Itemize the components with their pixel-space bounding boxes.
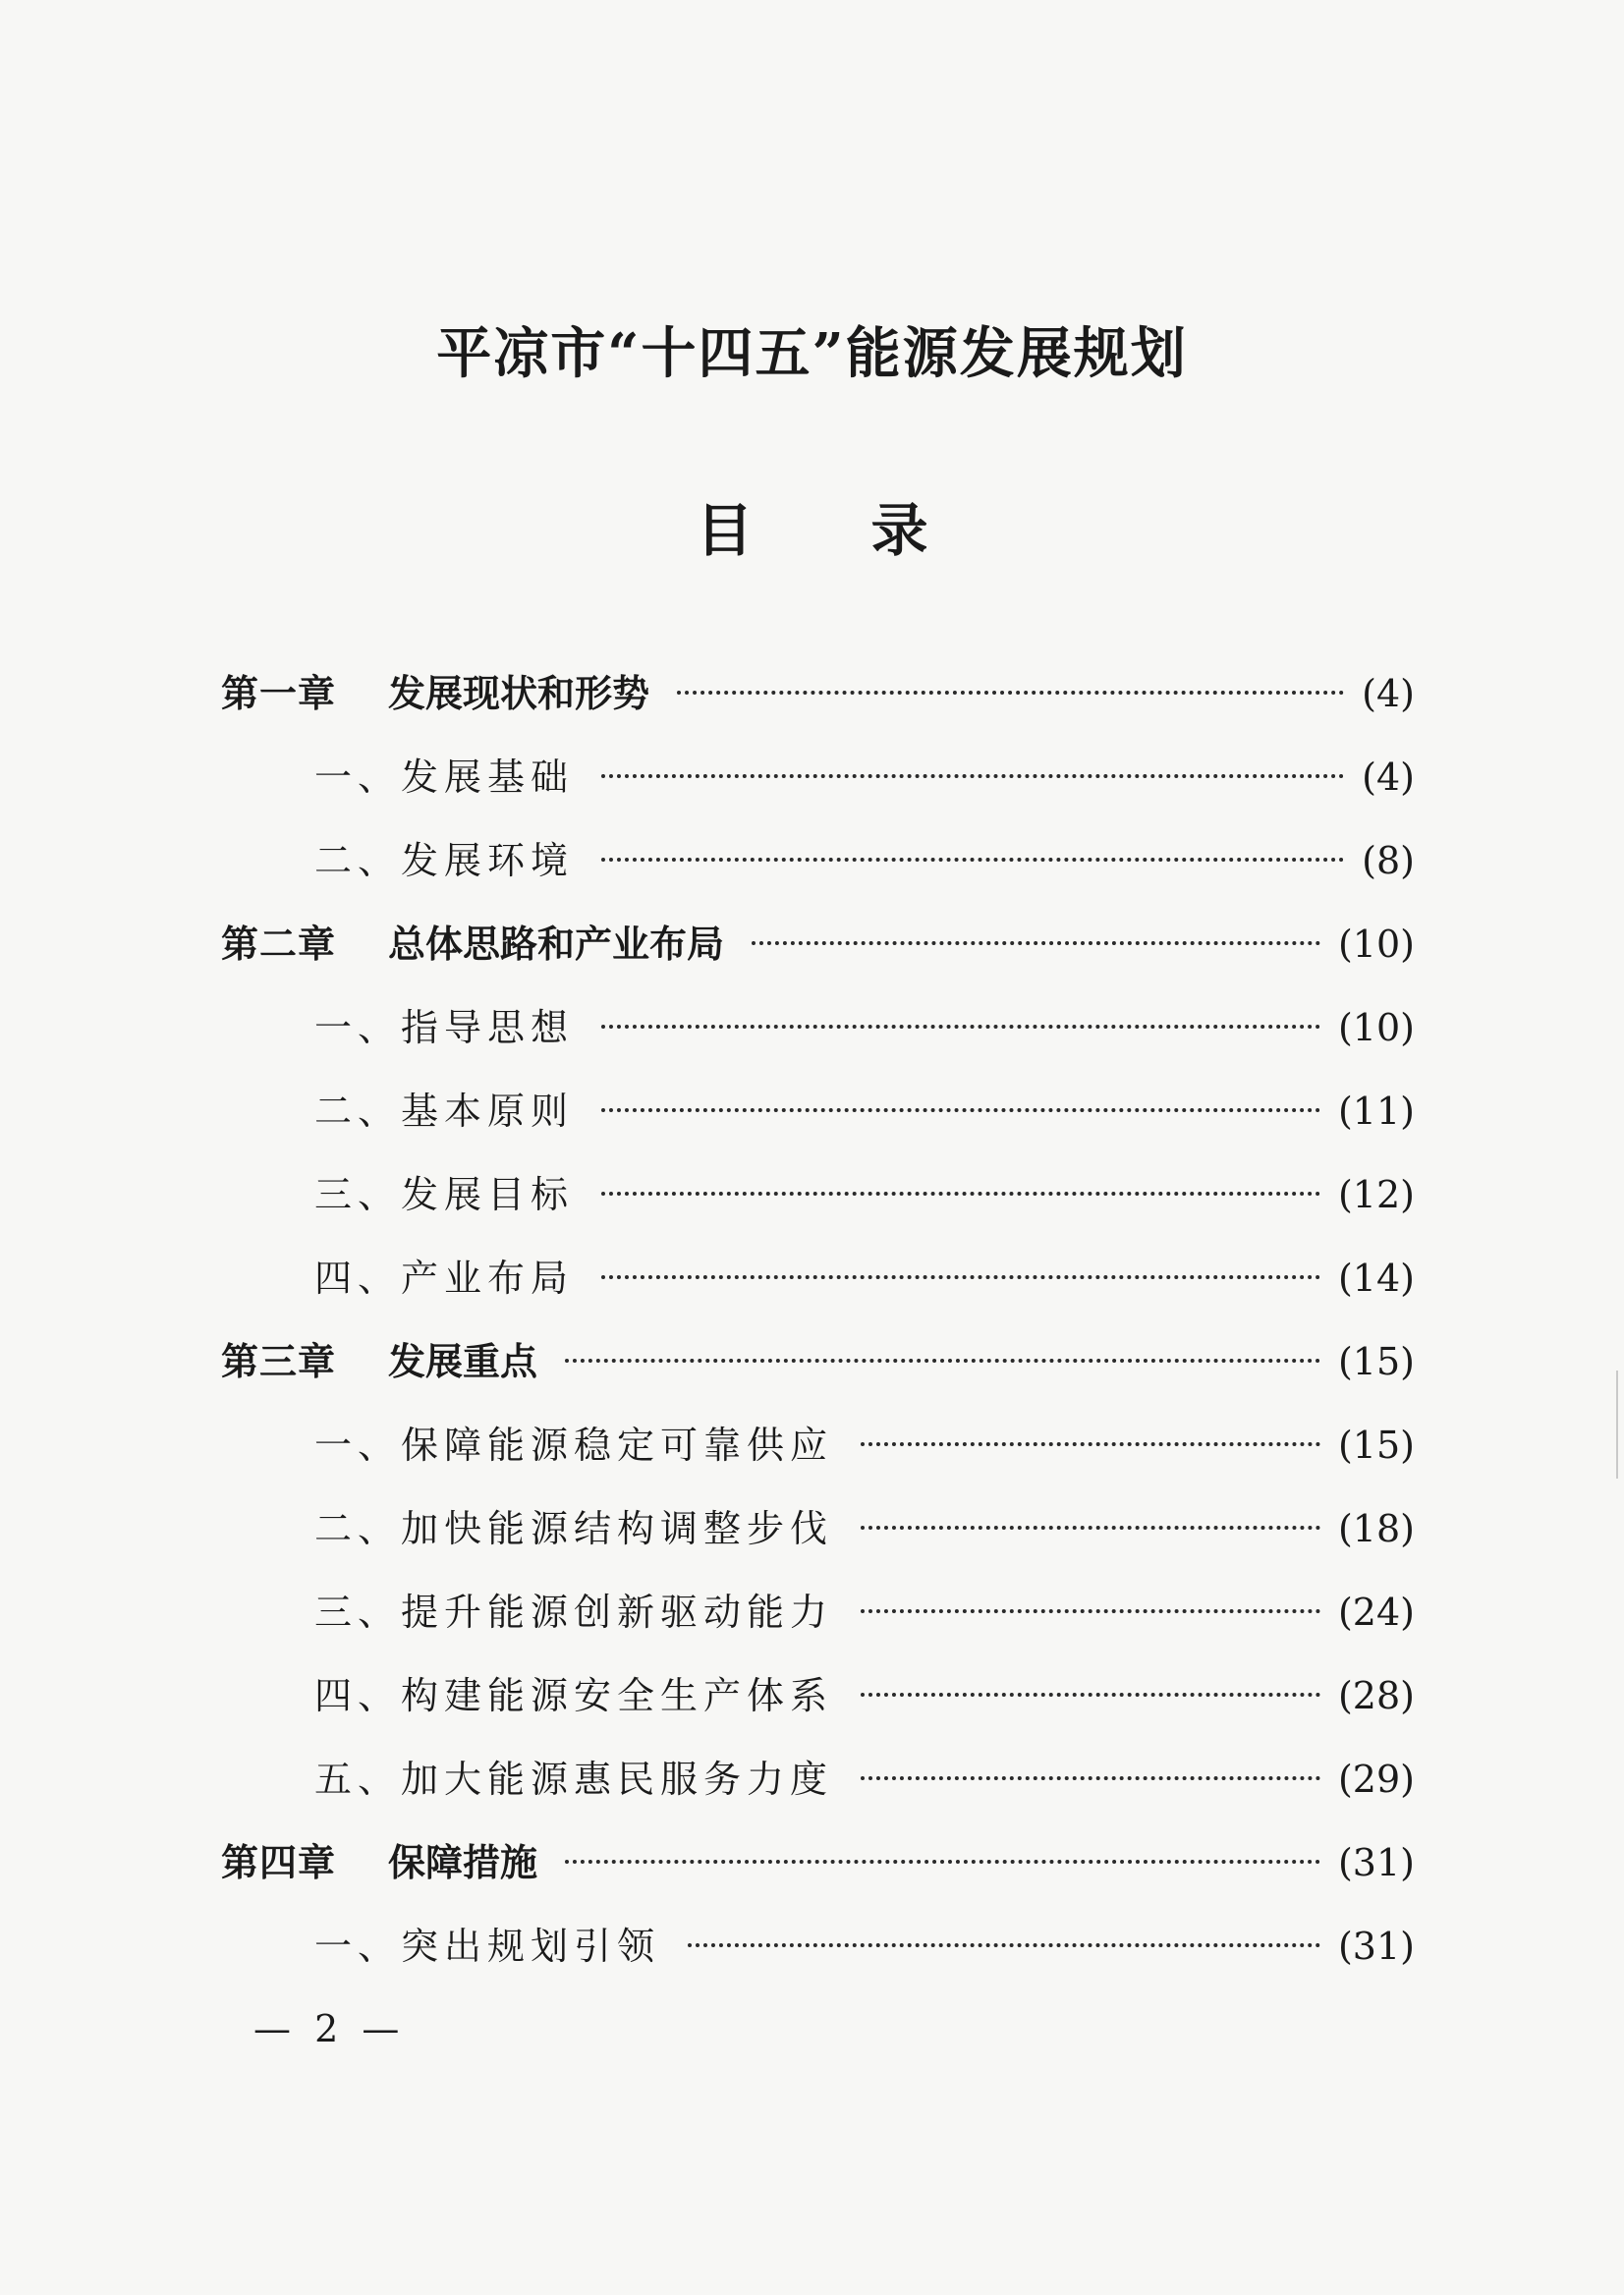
toc-page-number: (4) <box>1362 756 1415 799</box>
toc-heading-right: 录 <box>870 497 928 564</box>
toc-entry-section[interactable] <box>221 752 1415 835</box>
toc-entry-text: 一、指导思想 <box>314 1006 575 1049</box>
dot-leader <box>688 1943 1320 1947</box>
toc-entry-text: 一、突出规划引领 <box>314 1925 661 1968</box>
toc-entry-text: 四、产业布局 <box>314 1257 575 1300</box>
chapter-number: 第一章 <box>221 671 337 715</box>
dot-leader <box>861 1442 1320 1446</box>
dot-leader <box>601 1192 1320 1196</box>
dot-leader <box>565 1359 1320 1363</box>
dot-leader <box>861 1609 1320 1613</box>
toc-page-number: (18) <box>1337 1507 1415 1550</box>
toc-page-number: (11) <box>1337 1090 1415 1133</box>
toc-heading-left: 目 <box>696 497 754 564</box>
toc-entry-section[interactable] <box>221 835 1415 919</box>
toc-page-number: (8) <box>1362 839 1415 882</box>
toc-entry-section[interactable] <box>221 1587 1415 1670</box>
toc-entry-text: 总体思路和产业布局 <box>388 922 725 966</box>
toc-entry-section[interactable] <box>221 1921 1415 2004</box>
toc-entry-section[interactable] <box>221 1420 1415 1503</box>
toc-page-number: (10) <box>1337 923 1415 966</box>
toc-entry-chapter[interactable] <box>221 1837 1415 1921</box>
toc-entry-text: 二、发展环境 <box>314 839 575 882</box>
toc-page-number: (10) <box>1337 1006 1415 1049</box>
toc-page-number: (15) <box>1337 1340 1415 1383</box>
dot-leader <box>861 1526 1320 1530</box>
toc-entry-section[interactable] <box>221 1503 1415 1587</box>
chapter-number: 第三章 <box>221 1339 337 1383</box>
toc-entry-section[interactable] <box>221 1253 1415 1336</box>
toc-page-number: (12) <box>1337 1173 1415 1216</box>
toc-entry-text: 一、保障能源稳定可靠供应 <box>314 1424 834 1467</box>
dot-leader <box>601 1275 1320 1279</box>
dot-leader <box>601 774 1344 778</box>
toc-entry-section[interactable] <box>221 1086 1415 1169</box>
dot-leader <box>601 858 1344 862</box>
toc-entry-text: 一、发展基础 <box>314 756 575 799</box>
toc-entry-text: 四、构建能源安全生产体系 <box>314 1674 834 1717</box>
toc-entry-chapter[interactable] <box>221 1336 1415 1420</box>
toc-entry-section[interactable] <box>221 1002 1415 1086</box>
toc-entry-section[interactable] <box>221 1754 1415 1837</box>
toc-entry-text: 三、发展目标 <box>314 1173 575 1216</box>
toc-entry-text: 三、提升能源创新驱动能力 <box>314 1591 834 1634</box>
toc-entry-text: 保障措施 <box>388 1840 538 1884</box>
dot-leader <box>601 1025 1320 1029</box>
toc-heading <box>0 496 1624 565</box>
toc-entry-text: 二、加快能源结构调整步伐 <box>314 1507 834 1550</box>
toc-entry-section[interactable] <box>221 1670 1415 1754</box>
toc-page-number: (29) <box>1337 1758 1415 1801</box>
dot-leader <box>601 1108 1320 1112</box>
toc-entry-text: 发展重点 <box>388 1339 538 1383</box>
dot-leader <box>861 1776 1320 1780</box>
toc-page-number: (24) <box>1337 1591 1415 1634</box>
toc-entry-text: 五、加大能源惠民服务力度 <box>314 1758 834 1801</box>
toc-page-number: (15) <box>1337 1424 1415 1467</box>
chapter-number: 第二章 <box>221 922 337 966</box>
document-title: 平凉市“十四五”能源发展规划 <box>436 321 1188 386</box>
toc-page-number: (31) <box>1337 1841 1415 1884</box>
toc-page-number: (31) <box>1337 1925 1415 1968</box>
toc-page-number: (4) <box>1362 672 1415 715</box>
dot-leader <box>752 941 1320 945</box>
toc-entry-text: 发展现状和形势 <box>388 671 650 715</box>
chapter-number: 第四章 <box>221 1840 337 1884</box>
dot-leader <box>677 691 1344 695</box>
toc-entry-text: 二、基本原则 <box>314 1090 575 1133</box>
toc-page-number: (14) <box>1337 1257 1415 1300</box>
toc-entry-chapter[interactable] <box>221 668 1415 752</box>
toc-page-number: (28) <box>1337 1674 1415 1717</box>
toc-entry-section[interactable] <box>221 1169 1415 1253</box>
page-number-footer: — 2 — <box>253 2007 406 2050</box>
toc-list <box>221 668 1415 2004</box>
toc-entry-chapter[interactable] <box>221 919 1415 1002</box>
dot-leader <box>861 1693 1320 1697</box>
dot-leader <box>565 1860 1320 1864</box>
scan-artifact-line <box>1616 1371 1618 1479</box>
